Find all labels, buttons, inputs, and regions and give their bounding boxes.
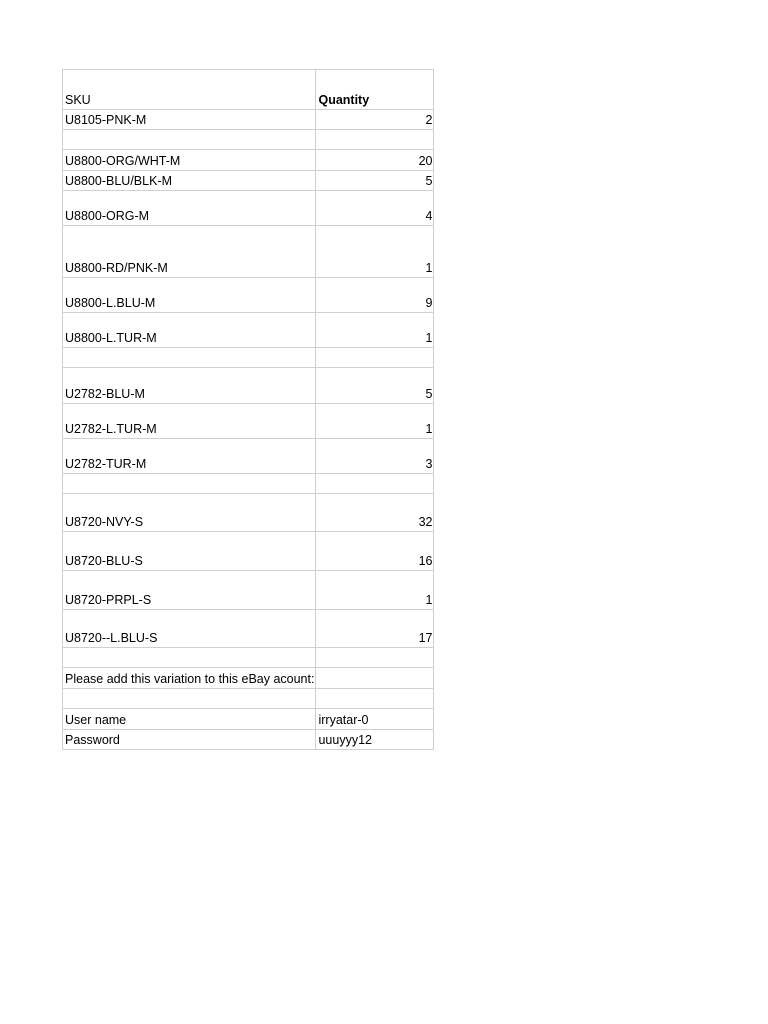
sku-cell: U2782-L.TUR-M [63,404,316,439]
sku-cell: U8800-BLU/BLK-M [63,171,316,191]
header-row [63,70,434,110]
quantity-cell [316,130,434,150]
sku-cell: U8720--L.BLU-S [63,610,316,648]
quantity-cell: 16 [316,532,434,571]
username-row [63,709,434,730]
quantity-header: Quantity [316,70,434,110]
username-value: irryatar-0 [316,709,434,730]
quantity-cell: 4 [316,191,434,226]
sku-cell: U8800-L.BLU-M [63,278,316,313]
sku-cell: U8800-ORG-M [63,191,316,226]
table-row [63,150,434,171]
sku-cell: U2782-BLU-M [63,368,316,404]
username-label: User name [63,709,316,730]
password-value: uuuyyy12 [316,730,434,750]
table-row [63,648,434,668]
sku-quantity-table [62,69,434,750]
password-label: Password [63,730,316,750]
account-note: Please add this variation to this eBay acount: [63,668,316,689]
table-row [63,689,434,709]
quantity-cell: 1 [316,313,434,348]
table-row [63,110,434,130]
quantity-cell: 1 [316,571,434,610]
sku-cell: U2782-TUR-M [63,439,316,474]
table-row [63,368,434,404]
empty-cell [316,668,434,689]
sku-cell: U8800-ORG/WHT-M [63,150,316,171]
table-row [63,130,434,150]
table-row [63,439,434,474]
note-row [63,668,434,689]
quantity-cell: 1 [316,404,434,439]
sku-cell: U8800-RD/PNK-M [63,226,316,278]
sku-cell [63,474,316,494]
table-row [63,226,434,278]
sku-cell [63,348,316,368]
table-row [63,494,434,532]
empty-cell [316,689,434,709]
empty-cell [63,689,316,709]
table-row [63,278,434,313]
table-row [63,571,434,610]
empty-cell [316,648,434,668]
quantity-cell: 5 [316,368,434,404]
quantity-cell: 1 [316,226,434,278]
table-row [63,348,434,368]
quantity-cell: 2 [316,110,434,130]
sku-cell: U8720-BLU-S [63,532,316,571]
quantity-cell: 32 [316,494,434,532]
table-row [63,474,434,494]
table-row [63,532,434,571]
table-row [63,313,434,348]
sku-cell: U8720-NVY-S [63,494,316,532]
quantity-cell: 3 [316,439,434,474]
quantity-cell [316,474,434,494]
quantity-cell: 9 [316,278,434,313]
quantity-cell: 20 [316,150,434,171]
sku-cell: U8105-PNK-M [63,110,316,130]
quantity-cell [316,348,434,368]
sku-cell: U8800-L.TUR-M [63,313,316,348]
password-row [63,730,434,750]
table-row [63,171,434,191]
empty-cell [63,648,316,668]
sku-header: SKU [63,70,316,110]
quantity-cell: 17 [316,610,434,648]
sku-cell [63,130,316,150]
table-row [63,610,434,648]
table-row [63,404,434,439]
table-row [63,191,434,226]
quantity-cell: 5 [316,171,434,191]
sku-cell: U8720-PRPL-S [63,571,316,610]
